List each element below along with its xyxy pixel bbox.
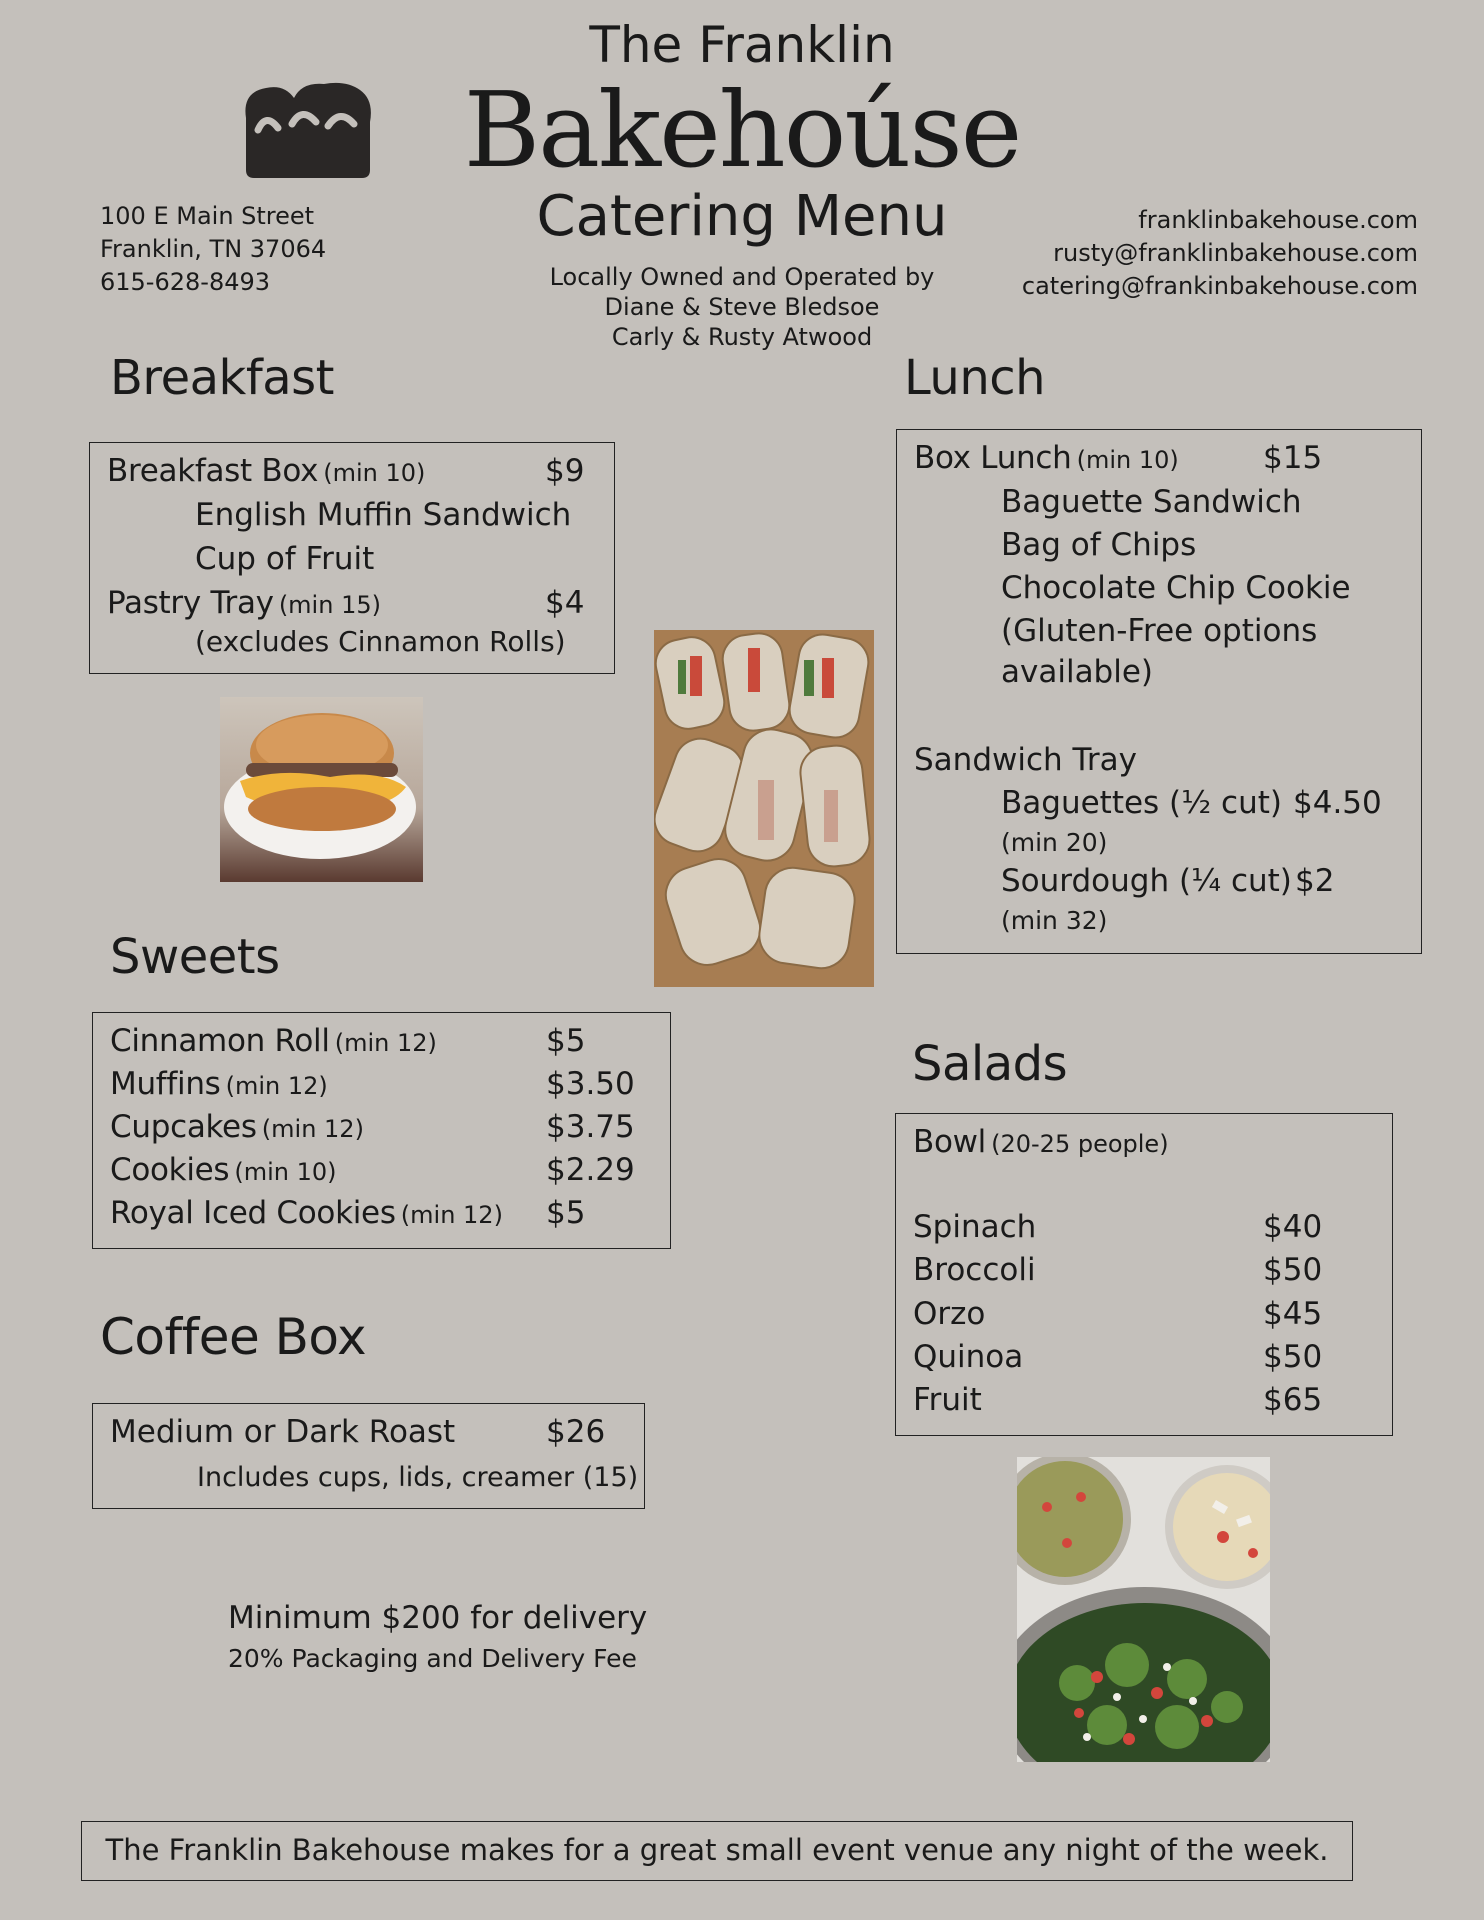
sweets-item-min: (min 12)	[400, 1201, 503, 1229]
coffee-box	[92, 1403, 645, 1509]
pastry-tray-min: (min 15)	[278, 591, 381, 619]
owners-line: Carly & Rusty Atwood	[611, 323, 873, 351]
sweets-item-min: (min 12)	[225, 1072, 328, 1100]
salads-box	[895, 1113, 1393, 1436]
pastry-tray-row	[107, 585, 381, 621]
salad-item-price: $45	[1263, 1296, 1323, 1332]
owners-line: Diane & Steve Bledsoe	[604, 293, 880, 321]
box-lunch-item: available)	[1001, 654, 1154, 690]
sourdough-price: $2	[1295, 863, 1335, 899]
salad-item-label: Spinach	[913, 1209, 1037, 1245]
sweets-item-min: (min 10)	[234, 1158, 337, 1186]
breakfast-item: Cup of Fruit	[195, 541, 375, 577]
sweets-item-row	[110, 1152, 337, 1188]
baguette-price: $4.50	[1293, 785, 1382, 821]
baguette-sandwich-photo	[654, 630, 874, 987]
sweets-item-price: $3.50	[546, 1066, 635, 1102]
salad-item-label: Quinoa	[913, 1339, 1024, 1375]
box-lunch-row	[914, 440, 1179, 476]
sweets-item-label: Cupcakes	[110, 1109, 257, 1145]
baguette-min: (min 20)	[1001, 828, 1108, 857]
bowl-people: (20-25 people)	[991, 1130, 1169, 1158]
sourdough-label: Sourdough (¼ cut)	[1001, 863, 1292, 899]
sweets-item-min: (min 12)	[261, 1115, 364, 1143]
breakfast-heading: Breakfast	[110, 350, 334, 406]
breakfast-box	[89, 442, 615, 674]
sweets-item-row	[110, 1023, 437, 1059]
sourdough-min: (min 32)	[1001, 906, 1108, 935]
sweets-item-price: $2.29	[546, 1152, 635, 1188]
box-lunch-item: Baguette Sandwich	[1001, 484, 1302, 520]
salad-item-label: Orzo	[913, 1296, 986, 1332]
phone-number: 615-628-8493	[100, 268, 271, 296]
sweets-item-price: $5	[546, 1023, 586, 1059]
owners-line: Locally Owned and Operated by	[549, 263, 935, 291]
sweets-item-row	[110, 1066, 328, 1102]
sweets-item-label: Royal Iced Cookies	[110, 1195, 396, 1231]
breakfast-sandwich-image	[220, 697, 423, 882]
salad-bowls-photo	[1017, 1457, 1270, 1762]
salad-item-price: $50	[1263, 1252, 1323, 1288]
box-lunch-item: Chocolate Chip Cookie	[1001, 570, 1351, 606]
sweets-heading: Sweets	[110, 929, 280, 985]
breakfast-box-min: (min 10)	[323, 459, 426, 487]
sweets-item-row	[110, 1109, 364, 1145]
breakfast-sandwich-photo	[220, 697, 423, 882]
catering-email-link[interactable]: catering@frankinbakehouse.com	[1021, 272, 1418, 300]
sweets-item-row	[110, 1195, 503, 1231]
lunch-box	[896, 429, 1422, 954]
breakfast-item: English Muffin Sandwich	[195, 497, 572, 533]
salad-item-price: $65	[1263, 1382, 1323, 1418]
pastry-tray-price: $4	[545, 585, 585, 621]
breakfast-box-row	[107, 453, 425, 489]
delivery-minimum: Minimum $200 for delivery	[228, 1600, 648, 1636]
street-address: 100 E Main Street	[100, 202, 315, 230]
rusty-email-link[interactable]: rusty@franklinbakehouse.com	[1053, 239, 1418, 267]
brand-top-title: The Franklin	[589, 16, 895, 74]
pastry-tray-label: Pastry Tray	[107, 585, 274, 621]
coffee-note: Includes cups, lids, creamer (15)	[197, 1462, 639, 1493]
box-lunch-price: $15	[1263, 440, 1323, 476]
coffee-label: Medium or Dark Roast	[110, 1414, 456, 1450]
brand-logo-word: Bakehoúse	[463, 69, 1021, 191]
delivery-fee: 20% Packaging and Delivery Fee	[228, 1644, 637, 1673]
box-lunch-item: Bag of Chips	[1001, 527, 1197, 563]
sweets-item-label: Cookies	[110, 1152, 230, 1188]
salads-heading: Salads	[912, 1036, 1068, 1092]
sweets-item-min: (min 12)	[334, 1029, 437, 1057]
sweets-box	[92, 1012, 671, 1249]
menu-title: Catering Menu	[536, 184, 948, 249]
pastry-tray-note: (excludes Cinnamon Rolls)	[195, 625, 566, 658]
bowl-row	[913, 1124, 1169, 1160]
salad-bowls-image	[1017, 1457, 1270, 1762]
box-lunch-min: (min 10)	[1076, 446, 1179, 474]
breakfast-box-label: Breakfast Box	[107, 453, 319, 489]
venue-text: The Franklin Bakehouse makes for a great small event venue any night of the week.	[105, 1833, 1329, 1867]
salad-item-price: $40	[1263, 1209, 1323, 1245]
salad-item-label: Fruit	[913, 1382, 982, 1418]
website-link[interactable]: franklinbakehouse.com	[1138, 206, 1418, 234]
breakfast-box-price: $9	[545, 453, 585, 489]
contact-block	[1022, 204, 1418, 303]
coffee-price: $26	[546, 1414, 606, 1450]
baguette-label: Baguettes (½ cut)	[1001, 785, 1282, 821]
address-block	[100, 200, 326, 299]
salad-item-price: $50	[1263, 1339, 1323, 1375]
coffee-heading: Coffee Box	[100, 1308, 367, 1366]
city-state-zip: Franklin, TN 37064	[100, 235, 327, 263]
sweets-item-label: Muffins	[110, 1066, 221, 1102]
sandwich-tray-label: Sandwich Tray	[914, 742, 1137, 778]
lunch-heading: Lunch	[904, 350, 1046, 406]
sweets-item-label: Cinnamon Roll	[110, 1023, 330, 1059]
box-lunch-item: (Gluten-Free options	[1001, 613, 1318, 649]
sweets-item-price: $3.75	[546, 1109, 635, 1145]
salad-item-label: Broccoli	[913, 1252, 1036, 1288]
box-lunch-label: Box Lunch	[914, 440, 1072, 476]
sweets-item-price: $5	[546, 1195, 586, 1231]
baguette-sandwich-image	[654, 630, 874, 987]
bowl-label: Bowl	[913, 1124, 987, 1160]
venue-banner	[81, 1821, 1353, 1881]
